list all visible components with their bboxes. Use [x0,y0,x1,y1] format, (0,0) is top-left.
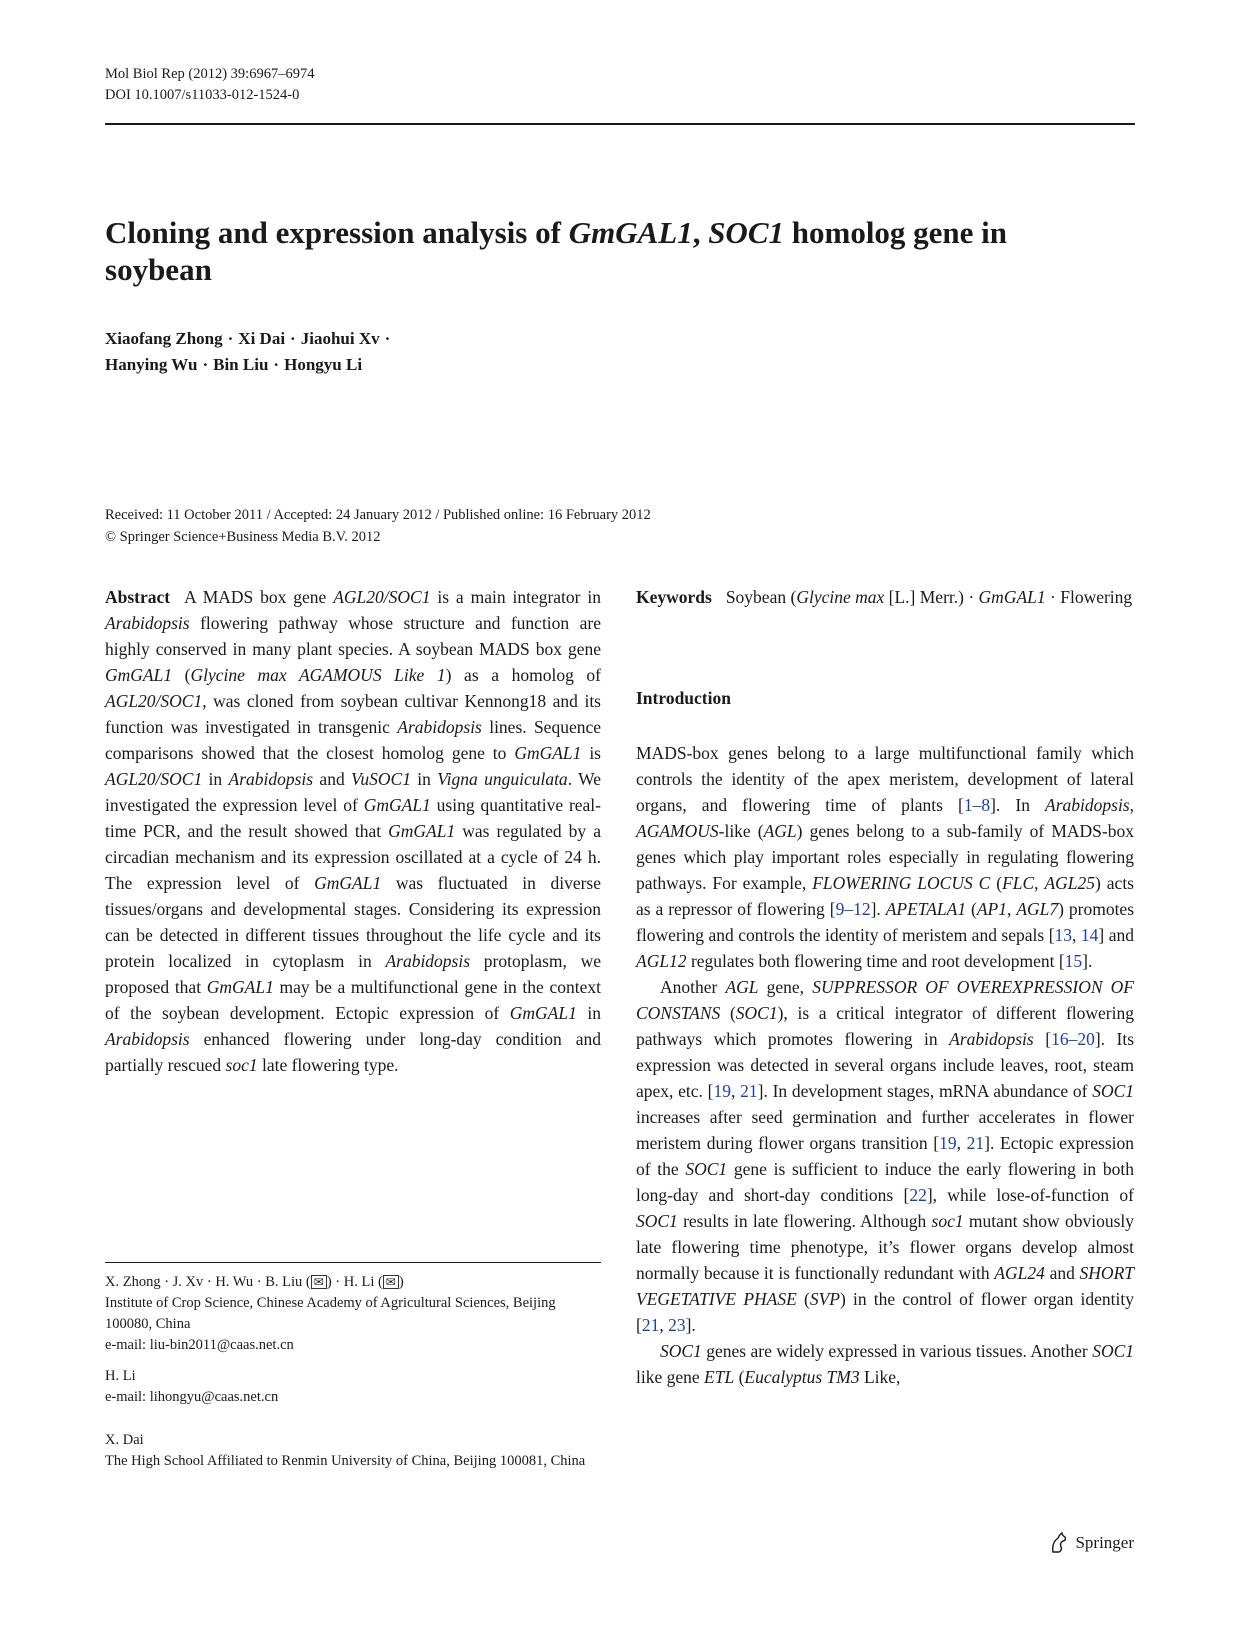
author-list: Xiaofang Zhong · Xi Dai · Jiaohui Xv · Hanying Wu · Bin Liu · Hongyu Li [105,329,391,374]
citation-link[interactable]: 19 [939,1133,957,1153]
citation-link[interactable]: 9–12 [835,899,871,919]
citation-link[interactable]: 21 [641,1315,660,1335]
citation-link[interactable]: 19 [713,1081,732,1101]
envelope-icon: ✉ [383,1275,399,1289]
article-title: Cloning and expression analysis of GmGAL1, SOC1 homolog gene in soybean [105,215,1008,287]
springer-horse-icon [1049,1532,1069,1554]
affiliation-2: H. Li e-mail: lihongyu@caas.net.cn [105,1366,601,1408]
author: Bin Liu [213,355,269,374]
author: Xi Dai [238,329,286,348]
envelope-icon: ✉ [311,1275,327,1289]
section-heading: Introduction [636,688,731,708]
publisher-name: Springer [1075,1533,1134,1552]
citation-link[interactable]: 21 [966,1133,985,1153]
affiliation-1: X. Zhong · J. Xv · H. Wu · B. Liu ( ✉ ) · H. Li ( ✉ ) Institute of Crop Science, Chinese Academy of Agricultural Sciences, Beijing 100080, China e-mail: liu-bin2011@caas.net.cn [105,1272,601,1356]
email[interactable]: e-mail: liu-bin2011@caas.net.cn [105,1337,294,1353]
journal-citation: Mol Biol Rep (2012) 39:6967–6974 [105,66,315,82]
affiliation-3: X. Dai The High School Affiliated to Renmin University of China, Beijing 100081, China [105,1430,601,1472]
doi: DOI 10.1007/s11033-012-1524-0 [105,87,300,103]
citation-link[interactable]: 23 [668,1315,686,1335]
citation-link[interactable]: 15 [1064,951,1083,971]
paragraph: MADS-box genes belong to a large multifunctional family which controls the identity of the apex meristem, development of lateral organs, and flowering time of plants [1–8]. In Arabidopsis, AGAMOUS-like (AGL) genes belong to a sub-family of MADS-box genes which play important roles especially in regulating flowering pathways. For example, FLOWERING LOCUS C (FLC, AGL25) acts as a repressor of flowering [9–12]. APETALA1 (AP1, AGL7) promotes flowering and controls the identity of meristem and sepals [13, 14] and AGL12 regulates both flowering time and root development [15]. [636,743,1135,971]
citation-link[interactable]: 14 [1080,925,1099,945]
paragraph: SOC1 genes are widely expressed in various tissues. Another SOC1 like gene ETL (Eucalyptus TM3 Like, [636,1341,1134,1387]
author: Hanying Wu [105,355,198,374]
copyright: © Springer Science+Business Media B.V. 2012 [105,529,381,545]
publication-dates [105,504,651,548]
introduction-body [636,740,1134,1390]
keywords: Keywords Soybean (Glycine max [L.] Merr.) · GmGAL1 · Flowering [636,587,1133,607]
citation-link[interactable]: 13 [1054,925,1073,945]
email[interactable]: e-mail: lihongyu@caas.net.cn [105,1389,279,1405]
author: Jiaohui Xv [300,329,380,348]
keywords-label: Keywords [636,587,712,607]
abstract-label: Abstract [105,587,171,607]
header-rule [105,123,1135,125]
citation-link[interactable]: 16–20 [1051,1029,1095,1049]
author: Hongyu Li [284,355,363,374]
author: Xiaofang Zhong [105,329,223,348]
institution: Institute of Crop Science, Chinese Academy of Agricultural Sciences, Beijing 100080, China [105,1295,556,1332]
running-header [105,64,314,106]
citation-link[interactable]: 21 [740,1081,758,1101]
institution: The High School Affiliated to Renmin University of China, Beijing 100081, China [105,1453,586,1469]
dates-line: Received: 11 October 2011 / Accepted: 24 January 2012 / Published online: 16 February 2012 [105,507,651,523]
paragraph: Another AGL gene, SUPPRESSOR OF OVEREXPRESSION OF CONSTANS (SOC1), is a critical integrator of different flowering pathways which promotes flowering in Arabidopsis [16–20]. Its expression was detected in several organs include leaves, root, steam apex, etc. [19, 21]. In development stages, mRNA abundance of SOC1 increases after seed germination and further accelerates in flower meristem during flower organs transition [19, 21]. Ectopic expression of the SOC1 gene is sufficient to induce the early flowering in both long-day and short-day conditions [22], while lose-of-function of SOC1 results in late flowering. Although soc1 mutant show obviously late flowering time phenotype, it’s flower organs develop almost normally because it is functionally redundant with AGL24 and SHORT VEGETATIVE PHASE (SVP) in the control of flower organ identity [21, 23]. [636,977,1135,1335]
abstract: Abstract A MADS box gene AGL20/SOC1 is a main integrator in Arabidopsis flowering pathway whose structure and function are highly conserved in many plant species. A soybean MADS box gene GmGAL1 (Glycine max AGAMOUS Like 1) as a homolog of AGL20/SOC1, was cloned from soybean cultivar Kennong18 and its function was investigated in transgenic Arabidopsis lines. Sequence comparisons showed that the closest homolog gene to GmGAL1 is AGL20/SOC1 in Arabidopsis and VuSOC1 in Vigna unguiculata. We investigated the expression level of GmGAL1 using quantitative real-time PCR, and the result showed that GmGAL1 was regulated by a circadian mechanism and its expression oscillated at a cycle of 24 h. The expression level of GmGAL1 was fluctuated in diverse tissues/organs and developmental stages. Considering its expression can be detected in different tissues throughout the life cycle and its protein localized in cytoplasm in Arabidopsis protoplasm, we proposed that GmGAL1 may be a multifunctional gene in the context of the soybean development. Ectopic expression of GmGAL1 in Arabidopsis enhanced flowering under long-day condition and partially rescued soc1 late flowering type. [105,587,602,1075]
citation-link[interactable]: 1–8 [963,795,991,815]
publisher-logo [1049,1532,1134,1554]
footnote-rule [105,1262,601,1263]
citation-link[interactable]: 22 [909,1185,927,1205]
